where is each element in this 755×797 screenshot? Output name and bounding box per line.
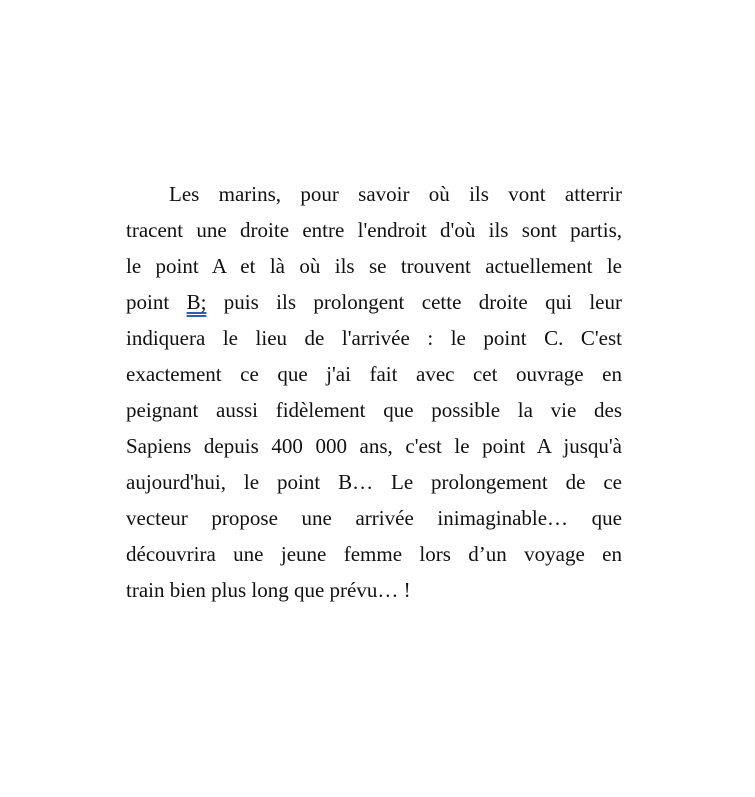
text-line: exactement ce que j'ai fait avec cet ouvrage en [126, 362, 622, 386]
text-segment: point [126, 290, 187, 314]
text-line: train bien plus long que prévu… ! [126, 578, 411, 602]
text-line: aujourd'hui, le point B… Le prolongement de ce [126, 470, 622, 494]
text-line: Les marins, pour savoir où ils vont atterrir [169, 182, 622, 206]
grammar-flagged-word[interactable]: B; [186, 290, 207, 314]
text-line: le point A et là où ils se trouvent actuellement le [126, 254, 622, 278]
text-line: Sapiens depuis 400 000 ans, c'est le point A jusqu'à [126, 434, 622, 458]
text-line: indiquera le lieu de l'arrivée : le point C. C'est [126, 326, 622, 350]
text-line: peignant aussi fidèlement que possible la vie des [126, 398, 622, 422]
text-line [126, 284, 622, 320]
body-paragraph [126, 176, 622, 608]
text-segment: puis ils prolongent cette droite qui leur [206, 290, 623, 314]
text-line: tracent une droite entre l'endroit d'où ils sont partis, [126, 218, 622, 242]
text-line: découvrira une jeune femme lors d’un voyage en [126, 542, 622, 566]
text-line: vecteur propose une arrivée inimaginable… que [126, 506, 622, 530]
